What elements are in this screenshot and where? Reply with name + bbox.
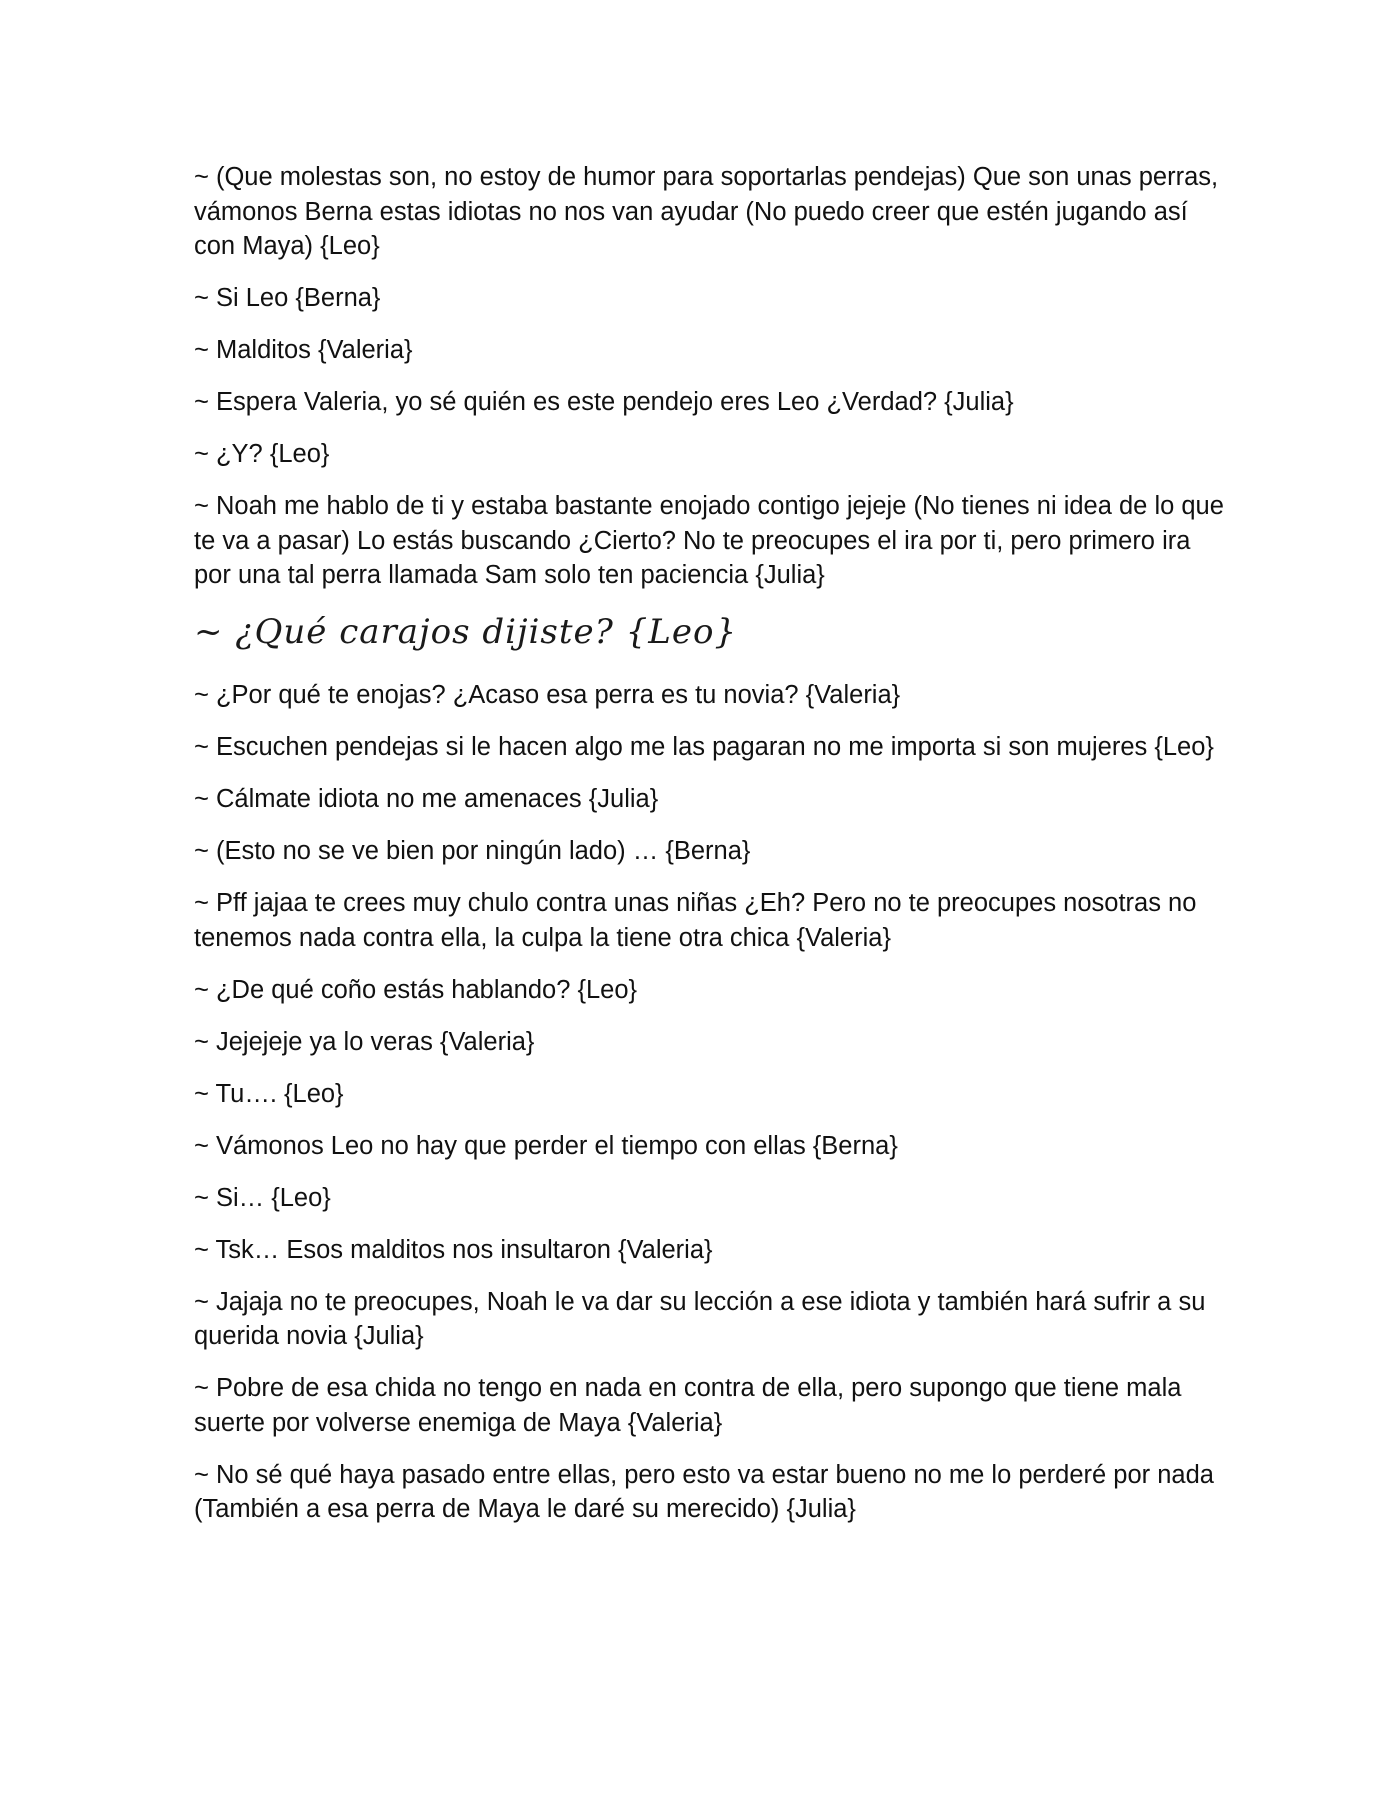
dialogue-line: ~ Si… {Leo} [194, 1183, 331, 1212]
dialogue-line: ~ Noah me hablo de ti y estaba bastante enojado contigo jejeje (No tienes ni idea de lo que te va a pasar) Lo estás buscando ¿Cierto? No te preocupes el ira por ti, pero primero ira por una tal perra llamada Sam solo ten paciencia {Julia} [194, 492, 1224, 589]
dialogue-line: ~ ¿Y? {Leo} [194, 440, 330, 468]
dialogue-line: ~ No sé qué haya pasado entre ellas, pero esto va estar bueno no me lo perderé por nada (También a esa perra de Maya le daré su merecido) {Julia} [194, 1460, 1214, 1523]
dialogue-line: ~ Tsk… Esos malditos nos insultaron {Valeria} [194, 1235, 713, 1264]
dialogue-line: ~ Vámonos Leo no hay que perder el tiempo con ellas {Berna} [194, 1131, 898, 1160]
dialogue-line: ~ (Esto no se ve bien por ningún lado) … {Berna} [194, 837, 751, 865]
dialogue-line: ~ ¿Por qué te enojas? ¿Acaso esa perra es tu novia? {Valeria} [194, 681, 901, 709]
dialogue-line: ~ Pobre de esa chida no tengo en nada en contra de ella, pero supongo que tiene mala suerte por volverse enemiga de Maya {Valeria} [194, 1374, 1182, 1437]
dialogue-line: ~ (Que molestas son, no estoy de humor para soportarlas pendejas) Que son unas perras, vámonos Berna estas idiotas no nos van ayudar (No puedo creer que estén jugando así con Maya) {Leo} [194, 163, 1219, 260]
dialogue-line: ~ Pff jajaa te crees muy chulo contra unas niñas ¿Eh? Pero no te preocupes nosotras no tenemos nada contra ella, la culpa la tiene otra chica {Valeria} [194, 889, 1197, 952]
dialogue-line-highlighted: ~ ¿Qué carajos dijiste? {Leo} [194, 612, 738, 652]
dialogue-line: ~ Tu…. {Leo} [194, 1079, 344, 1108]
dialogue-line: ~ Cálmate idiota no me amenaces {Julia} [194, 785, 659, 813]
dialogue-line: ~ Jajaja no te preocupes, Noah le va dar su lección a ese idiota y también hará sufrir a su querida novia {Julia} [194, 1287, 1206, 1350]
dialogue-line: ~ Jejejeje ya lo veras {Valeria} [194, 1027, 535, 1056]
dialogue-line: ~ Espera Valeria, yo sé quién es este pendejo eres Leo ¿Verdad? {Julia} [194, 388, 1014, 416]
dialogue-line: ~ Escuchen pendejas si le hacen algo me las pagaran no me importa si son mujeres {Leo} [194, 733, 1214, 761]
dialogue-line: ~ Malditos {Valeria} [194, 336, 413, 364]
dialogue-line: ~ Si Leo {Berna} [194, 284, 381, 312]
document-page [194, 160, 1224, 1544]
dialogue-line: ~ ¿De qué coño estás hablando? {Leo} [194, 975, 638, 1004]
